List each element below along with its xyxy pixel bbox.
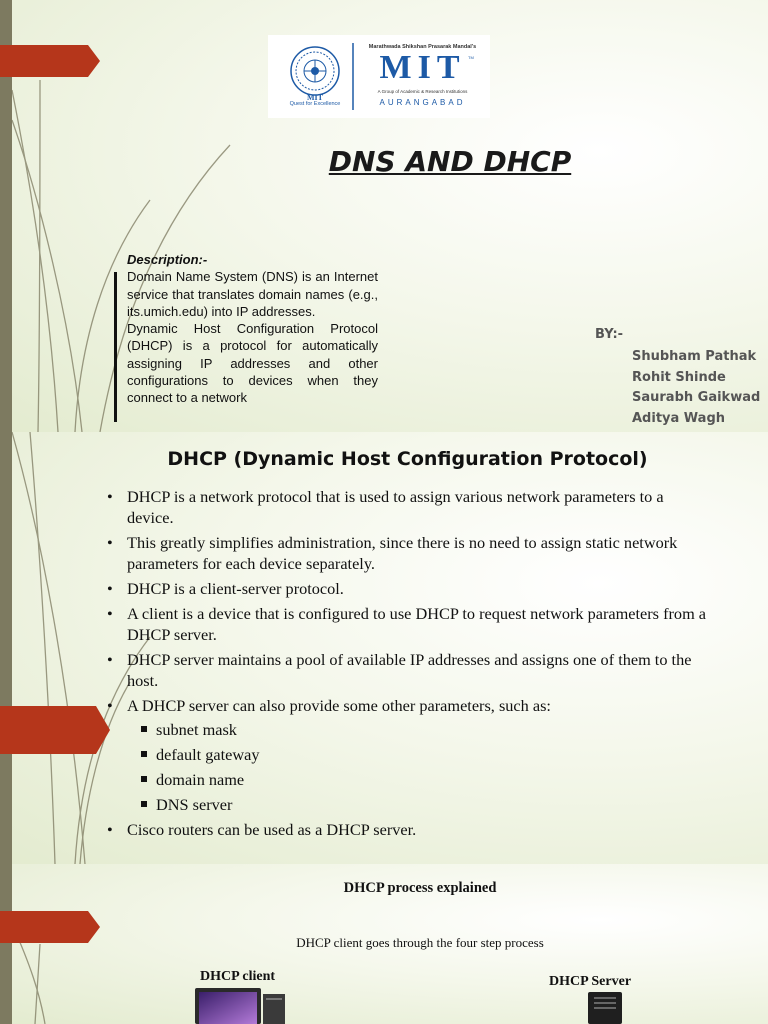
description-heading: Description:-: [127, 252, 208, 267]
slide-title-text: DNS AND DHCP: [328, 145, 572, 178]
description-dns: Domain Name System (DNS) is an Internet service that translates domain names (e.g., its.umich.edu) into IP addresses.: [127, 269, 378, 319]
arrow-tab: [0, 45, 100, 77]
by-label: BY:-: [595, 327, 624, 342]
dhcp-server-label: DHCP Server: [549, 974, 632, 989]
logo-mit: MIT: [379, 49, 466, 86]
authors-list: [632, 347, 760, 429]
slide-title-text: DHCP process explained: [343, 880, 497, 896]
description-rule: [114, 272, 117, 422]
emblem-tagline: Quest for Excellence: [289, 101, 341, 107]
slide-dhcp-process: [0, 864, 768, 1024]
emblem-label: MIT: [307, 93, 323, 102]
author-name: Saurabh Gaikwad: [632, 390, 761, 405]
description-dhcp: Dynamic Host Configuration Protocol (DHCP) is a protocol for automatically assigning IP addresses and other configurations to devices when they connect to a network: [127, 321, 378, 406]
desktop-computer-icon: [195, 988, 287, 1024]
list-item: • DHCP is a client-server protocol.: [107, 578, 707, 599]
bullet-list: [107, 486, 707, 844]
list-item: • A client is a device that is configured to use DHCP to request network parameters from a DHCP server.: [107, 603, 707, 645]
sub-list-item: DNS server: [127, 794, 707, 815]
sub-list-item: default gateway: [127, 744, 707, 765]
logo-tm: TM: [468, 55, 474, 60]
logo-tagline: A Group of Academic & Research Institutions: [377, 89, 468, 94]
mit-logo: [268, 35, 490, 118]
logo-city: AURANGABAD: [379, 98, 466, 107]
dhcp-client-label: DHCP client: [200, 969, 276, 984]
list-item: • A DHCP server can also provide some other parameters, such as: subnet mask default gateway domain name DNS server: [107, 695, 707, 815]
author-name: Aditya Wagh: [632, 410, 726, 426]
list-item: • DHCP is a network protocol that is used to assign various network parameters to a device.: [107, 486, 707, 528]
slide-title: [0, 0, 768, 432]
description: [127, 251, 378, 407]
side-bar: [0, 432, 12, 864]
list-item: • Cisco routers can be used as a DHCP server.: [107, 819, 707, 840]
sub-list-item: subnet mask: [127, 719, 707, 740]
list-item: • DHCP server maintains a pool of available IP addresses and assigns one of them to the host.: [107, 649, 707, 691]
list-item: • This greatly simplifies administration, since there is no need to assign static network parameters for each device separately.: [107, 532, 707, 574]
arrow-tab: [0, 706, 110, 754]
author-name: Rohit Shinde: [632, 369, 726, 385]
server-icon: [586, 992, 626, 1024]
sub-bullet-list: [127, 719, 707, 815]
slide-dhcp-overview: [0, 432, 768, 864]
logo-org: Marathwada Shikshan Prasarak Mandal's: [368, 44, 477, 50]
author-name: Shubham Pathak: [632, 349, 757, 364]
slide-subtitle: DHCP client goes through the four step process: [296, 935, 544, 950]
sub-list-item: domain name: [127, 769, 707, 790]
slide-title-text: DHCP (Dynamic Host Configuration Protocol): [167, 448, 648, 470]
